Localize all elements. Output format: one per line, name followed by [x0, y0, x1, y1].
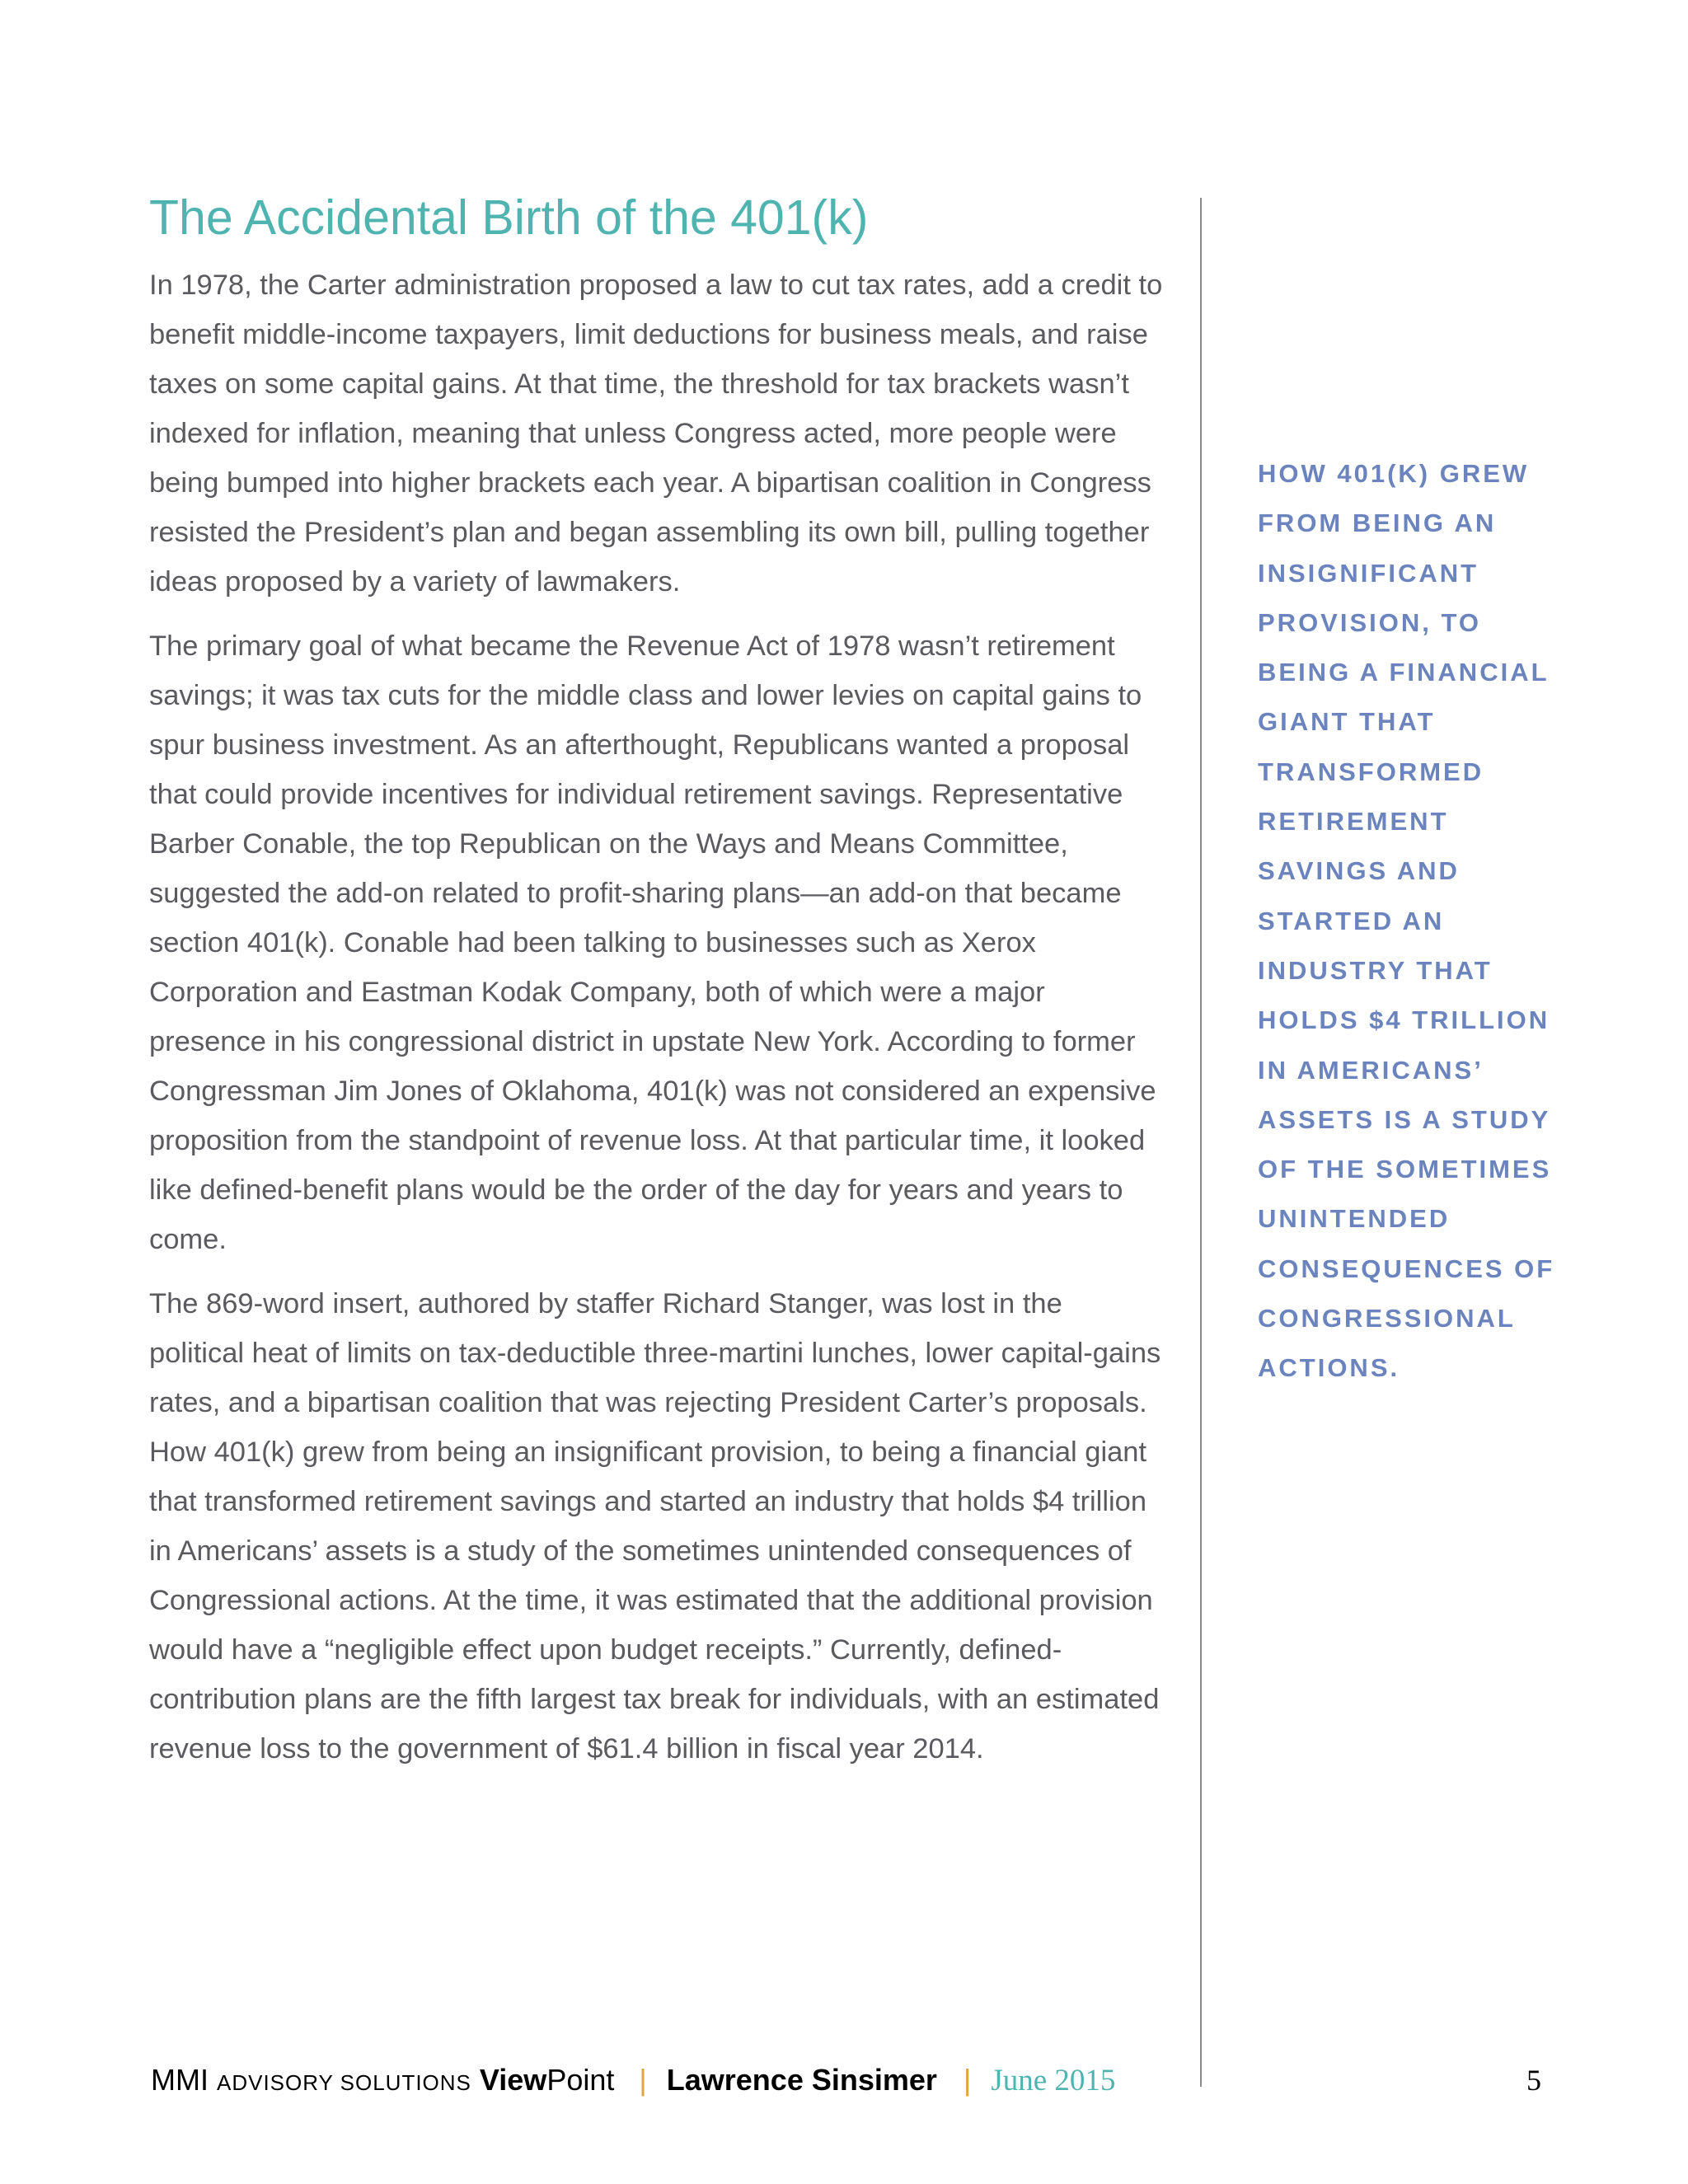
- article-title: The Accidental Birth of the 401(k): [149, 190, 869, 245]
- pull-quote: HOW 401(K) GREW FROM BEING AN INSIGNIFICANT PROVISION, TO BEING A FINANCIAL GIANT THAT TRANSFORMED RETIREMENT SAVINGS AND STARTED AN INDUSTRY THAT HOLDS $4 TRILLION IN AMERICANS’ ASSETS IS A STUDY OF THE SOMETIMES UNINTENDED CONSEQUENCES OF CONGRESSIONAL ACTIONS.: [1258, 459, 1555, 1383]
- article-paragraph-3: The 869-word insert, authored by staffer Richard Stanger, was lost in the political heat of limits on tax-deductible three-martini lunches, lower capital-gains rates, and a bipartisan coalition that was rejecting President Carter’s proposals. How 401(k) grew from being an insignificant provision, to being a financial giant that transformed retirement savings and started an industry that holds $4 trillion in Americans’ assets is a study of the sometimes unintended consequences of Congressional actions. At the time, it was estimated that the additional provision would have a “negligible effect upon budget receipts.” Currently, defined-contribution plans are the fifth largest tax break for individuals, with an estimated revenue loss to the government of $61.4 billion in fiscal year 2014.: [149, 1288, 1161, 1765]
- article-paragraph-2: The primary goal of what became the Revenue Act of 1978 wasn’t retirement savings; it was tax cuts for the middle class and lower levies on capital gains to spur business investment. As an afterthought, Republicans wanted a proposal that could provide incentives for individual retirement savings. Representative Barber Conable, the top Republican on the Ways and Means Committee, suggested the add-on related to profit-sharing plans—an add-on that became section 401(k). Conable had been talking to businesses such as Xerox Corporation and Eastman Kodak Company, both of which were a major presence in his congressional district in upstate New York. According to former Congressman Jim Jones of Oklahoma, 401(k) was not considered an expensive proposition from the standpoint of revenue loss. At that particular time, it looked like defined-benefit plans would be the order of the day for years and years to come.: [149, 630, 1156, 1255]
- footer-separator: |: [639, 2063, 647, 2097]
- footer-author: Lawrence Sinsimer: [666, 2063, 937, 2097]
- page-number: 5: [1526, 2064, 1541, 2097]
- footer-brand-view: View: [479, 2063, 547, 2097]
- article-paragraph-1: In 1978, the Carter administration proposed a law to cut tax rates, add a credit to benefit middle-income taxpayers, limit deductions for business meals, and raise taxes on some capital gains. At that time, the threshold for tax brackets wasn’t indexed for inflation, meaning that unless Congress acted, more people were being bumped into higher brackets each year. A bipartisan coalition in Congress resisted the President’s plan and began assembling its own bill, pulling together ideas proposed by a variety of lawmakers.: [149, 269, 1163, 598]
- column-divider: [1200, 198, 1202, 2087]
- footer-date: June 2015: [991, 2064, 1116, 2097]
- footer-separator: |: [963, 2063, 972, 2097]
- article: [149, 186, 1163, 1774]
- footer: [151, 2057, 1115, 2106]
- footer-brand-point: Point: [546, 2063, 615, 2097]
- footer-brand-mmi: MMI: [151, 2063, 209, 2097]
- footer-brand-advisory: ADVISORY SOLUTIONS: [217, 2070, 471, 2095]
